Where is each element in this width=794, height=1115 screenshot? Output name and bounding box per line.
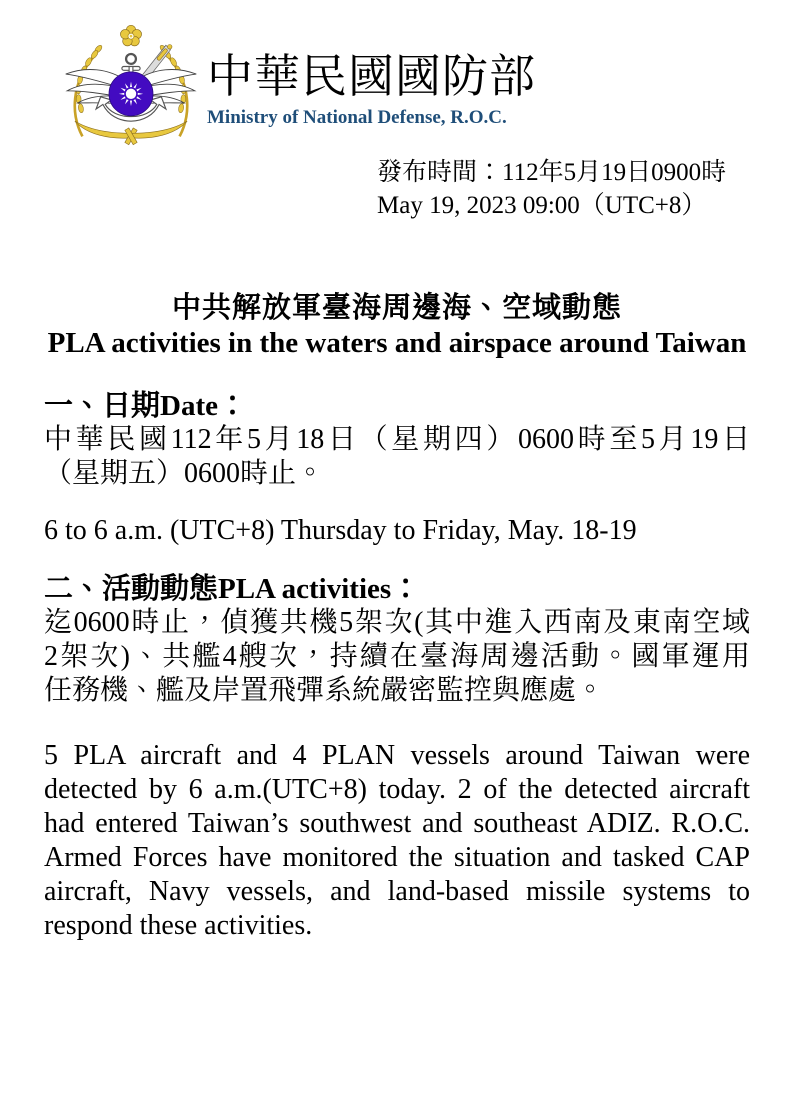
section2-activities-en-line1: 5 PLA aircraft and 4 PLAN vessels around Taiwan were	[44, 740, 750, 771]
document-body	[44, 291, 750, 943]
release-time-zh: 發布時間：112年5月19日0900時	[377, 159, 727, 186]
sun-disc-icon	[109, 72, 153, 116]
section1-date-zh-line1: 中華民國112年5月18日（星期四）0600時至5月19日	[44, 424, 750, 455]
section1-heading: 一、日期Date：	[44, 390, 247, 422]
section1-date-zh-line2: （星期五）0600時止。	[44, 458, 325, 489]
section2-activities-zh-line2: 2架次)、共艦4艘次，持續在臺海周邊活動。國軍運用	[44, 641, 750, 672]
mnd-emblem-icon	[55, 24, 207, 150]
section2-activities-en-line6: respond these activities.	[44, 910, 313, 941]
doc-title-en: PLA activities in the waters and airspace around Taiwan	[47, 327, 747, 359]
section2-activities-en-line4: Armed Forces have monitored the situation and tasked CAP	[44, 842, 750, 873]
release-time-en: May 19, 2023 09:00（UTC+8）	[377, 192, 707, 219]
release-time-block	[377, 156, 726, 222]
section2-activities-zh-line1: 迄0600時止，偵獲共機5架次(其中進入西南及東南空域	[44, 607, 750, 638]
section2-activities-en-line2: detected by 6 a.m.(UTC+8) today. 2 of the detected aircraft	[44, 774, 750, 805]
section2-activities-en-line5: aircraft, Navy vessels, and land-based missile systems to	[44, 876, 750, 907]
section2-activities-zh-line3: 任務機、艦及岸置飛彈系統嚴密監控與應處。	[44, 675, 605, 706]
org-name-block	[207, 52, 536, 129]
doc-title-zh: 中共解放軍臺海周邊海、空域動態	[171, 292, 622, 324]
section1-date-en-line1: 6 to 6 a.m. (UTC+8) Thursday to Friday, May. 18-19	[44, 515, 637, 546]
section2-heading: 二、活動動態PLA activities：	[44, 573, 421, 605]
section2-activities-en-line3: had entered Taiwan’s southwest and southeast ADIZ. R.O.C.	[44, 808, 750, 839]
org-title-zh: 中華民國國防部	[207, 51, 536, 102]
org-title-en: Ministry of National Defense, R.O.C.	[207, 107, 507, 128]
plum-blossom-icon	[120, 25, 141, 46]
